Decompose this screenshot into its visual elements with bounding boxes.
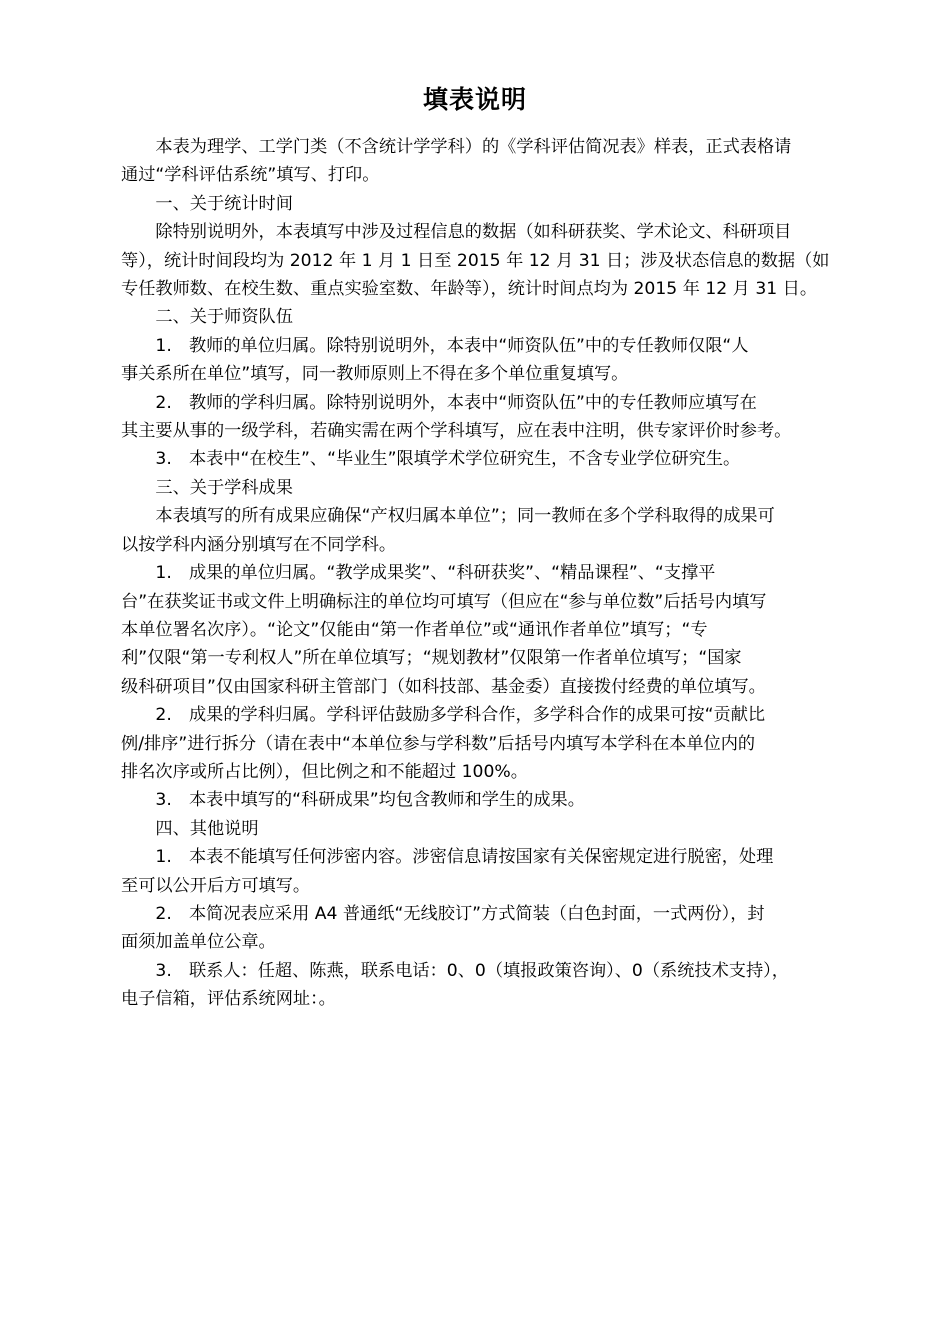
text-line: 排名次序或所占比例），但比例之和不能超过 100%。 — [121, 761, 528, 782]
text-line: 本表为理学、工学门类（不含统计学学科）的《学科评估简况表》样表，正式表格请 — [155, 137, 792, 157]
paragraph — [121, 332, 873, 389]
paragraph — [121, 843, 873, 900]
text-line: 本表填写的所有成果应确保“产权归属本单位”；同一教师在多个学科取得的成果可 — [155, 506, 775, 527]
paragraph — [121, 218, 873, 303]
paragraph — [121, 389, 873, 446]
text-line: 通过“学科评估系统”填写、打印。 — [121, 165, 380, 186]
text-line: 级科研项目”仅由国家科研主管部门（如科技部、基金委）直接拨付经费的单位填写。 — [121, 676, 766, 697]
text-line: 1. 成果的单位归属。“教学成果奖”、“科研获奖”、“精品课程”、“支撑平 — [155, 563, 716, 584]
text-line: 1. 本表不能填写任何涉密内容。涉密信息请按国家有关保密规定进行脱密，处理 — [155, 847, 774, 868]
text-line: 三、关于学科成果 — [155, 477, 293, 498]
page-title: 填表说明 — [422, 85, 527, 114]
paragraph — [121, 559, 873, 701]
paragraph — [121, 957, 873, 1014]
document-body — [121, 133, 873, 1014]
text-line: 二、关于师资队伍 — [155, 307, 293, 328]
text-line: 2. 教师的学科归属。除特别说明外，本表中“师资队伍”中的专任教师应填写在 — [155, 392, 757, 413]
text-line: 专任教师数、在校生数、重点实验室数、年龄等），统计时间点均为 2015 年 12 月 31 日。 — [121, 279, 818, 300]
text-line: 电子信箱，评估系统网址：。 — [121, 989, 336, 1010]
text-line: 例/排序”进行拆分（请在表中“本单位参与学科数”后括号内填写本学科在本单位内的 — [121, 733, 756, 754]
text-line: 其主要从事的一级学科，若确实需在两个学科填写，应在表中注明，供专家评价时参考。 — [121, 421, 792, 442]
text-line: 至可以公开后方可填写。 — [121, 875, 311, 896]
section-heading — [121, 815, 873, 843]
section-heading — [121, 474, 873, 502]
text-line: 1. 教师的单位归属。除特别说明外，本表中“师资队伍”中的专任教师仅限“人 — [155, 335, 749, 356]
text-line: 事关系所在单位”填写，同一教师原则上不得在多个单位重复填写。 — [121, 364, 629, 385]
paragraph — [121, 701, 873, 786]
text-line: 等），统计时间段均为 2012 年 1 月 1 日至 2015 年 12 月 31 日；涉及状态信息的数据（如 — [121, 250, 830, 271]
text-line: 2. 成果的学科归属。学科评估鼓励多学科合作，多学科合作的成果可按“贡献比 — [155, 705, 766, 726]
paragraph — [121, 786, 873, 814]
paragraph — [121, 133, 873, 190]
text-line: 利”仅限“第一专利权人”所在单位填写；“规划教材”仅限第一作者单位填写；“国家 — [121, 648, 742, 669]
section-heading — [121, 190, 873, 218]
paragraph — [121, 445, 873, 473]
text-line: 面须加盖单位公章。 — [121, 932, 276, 953]
section-heading — [121, 303, 873, 331]
text-line: 3. 本表中“在校生”、“毕业生”限填学术学位研究生，不含专业学位研究生。 — [155, 449, 741, 470]
text-line: 以按学科内涵分别填写在不同学科。 — [121, 534, 397, 555]
text-line: 台”在获奖证书或文件上明确标注的单位均可填写（但应在“参与单位数”后括号内填写 — [121, 591, 767, 612]
paragraph — [121, 502, 873, 559]
text-line: 除特别说明外，本表填写中涉及过程信息的数据（如科研获奖、学术论文、科研项目 — [155, 222, 792, 243]
text-line: 3. 本表中填写的“科研成果”均包含教师和学生的成果。 — [155, 790, 585, 811]
text-line: 四、其他说明 — [155, 818, 259, 839]
text-line: 一、关于统计时间 — [155, 193, 293, 214]
text-line: 本单位署名次序）。“论文”仅能由“第一作者单位”或“通讯作者单位”填写；“专 — [121, 619, 708, 640]
text-line: 3. 联系人：任超、陈燕，联系电话：0、0（填报政策咨询）、0（系统技术支持）， — [155, 960, 789, 981]
paragraph — [121, 900, 873, 957]
text-line: 2. 本简况表应采用 A4 普通纸“无线胶订”方式简装（白色封面，一式两份），封 — [155, 903, 765, 924]
